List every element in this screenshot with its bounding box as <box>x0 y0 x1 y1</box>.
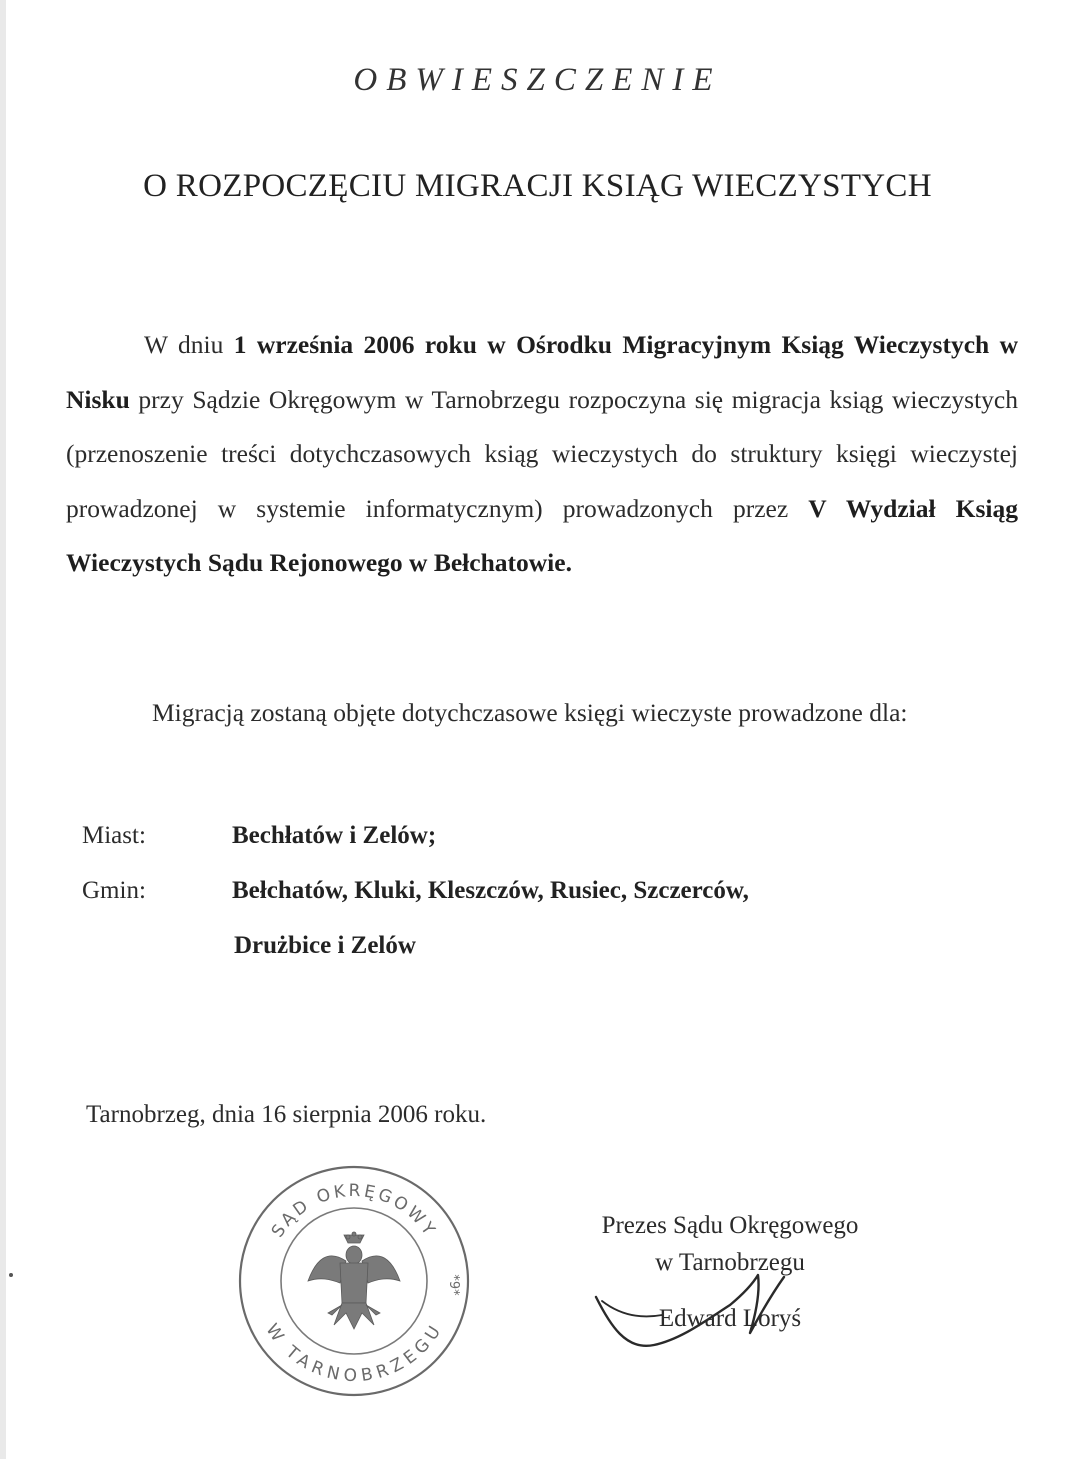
paragraph-text: W dniu <box>144 330 234 359</box>
signatory-name: Edward Loryś <box>658 1305 802 1332</box>
gmin-value-line1: Bełchatów, Kluki, Kleszczów, Rusiec, Szczerców, <box>232 877 749 904</box>
stamp-mark: *9* <box>446 1274 461 1296</box>
announcement-paragraph <box>66 318 1018 591</box>
signatory-position-line1: Prezes Sądu Okręgowego <box>601 1212 859 1239</box>
scope-text: Migracją zostaną objęte dotychczasowe księgi wieczyste prowadzone dla: <box>152 698 908 727</box>
miast-value: Bechłatów i Zelów; <box>232 822 437 849</box>
document-title: OBWIESZCZENIE <box>353 62 722 98</box>
stamp-text-top: SĄD OKRĘGOWY <box>267 1180 441 1242</box>
date-line: Tarnobrzeg, dnia 16 sierpnia 2006 roku. <box>86 1101 487 1128</box>
paragraph-bold-date-center: 1 września 2006 roku w Ośrodku Migracyjnym Ksiąg Wieczystych w Nisku <box>66 330 1018 414</box>
handwritten-signature <box>590 1255 790 1375</box>
gmin-label: Gmin: <box>82 877 146 904</box>
paragraph-text: przy Sądzie Okręgowym w Tarnobrzegu rozpoczyna się migracja ksiąg wieczystych (przenoszenie treści dotychczasowych ksiąg wieczystych do struktury księgi wieczystej prowadzonej w systemie informatycznym) prowadzonych przez <box>66 384 1018 523</box>
scan-edge <box>0 0 6 1459</box>
signatory-position-line2: w Tarnobrzegu <box>655 1249 805 1276</box>
document-subtitle: O ROZPOCZĘCIU MIGRACJI KSIĄG WIECZYSTYCH <box>143 168 932 204</box>
stamp-text-bottom: W TARNOBRZEGU <box>261 1320 447 1387</box>
court-stamp <box>236 1163 472 1399</box>
miast-label: Miast: <box>82 822 146 849</box>
scan-speck <box>9 1273 13 1277</box>
paragraph-bold-department: V Wydział Ksiąg Wieczystych Sądu Rejonowego w Bełchatowie. <box>66 493 1018 577</box>
polish-eagle-emblem-icon <box>308 1232 400 1329</box>
gmin-value-line2: Drużbice i Zelów <box>234 932 416 959</box>
scope-paragraph <box>70 683 1022 743</box>
